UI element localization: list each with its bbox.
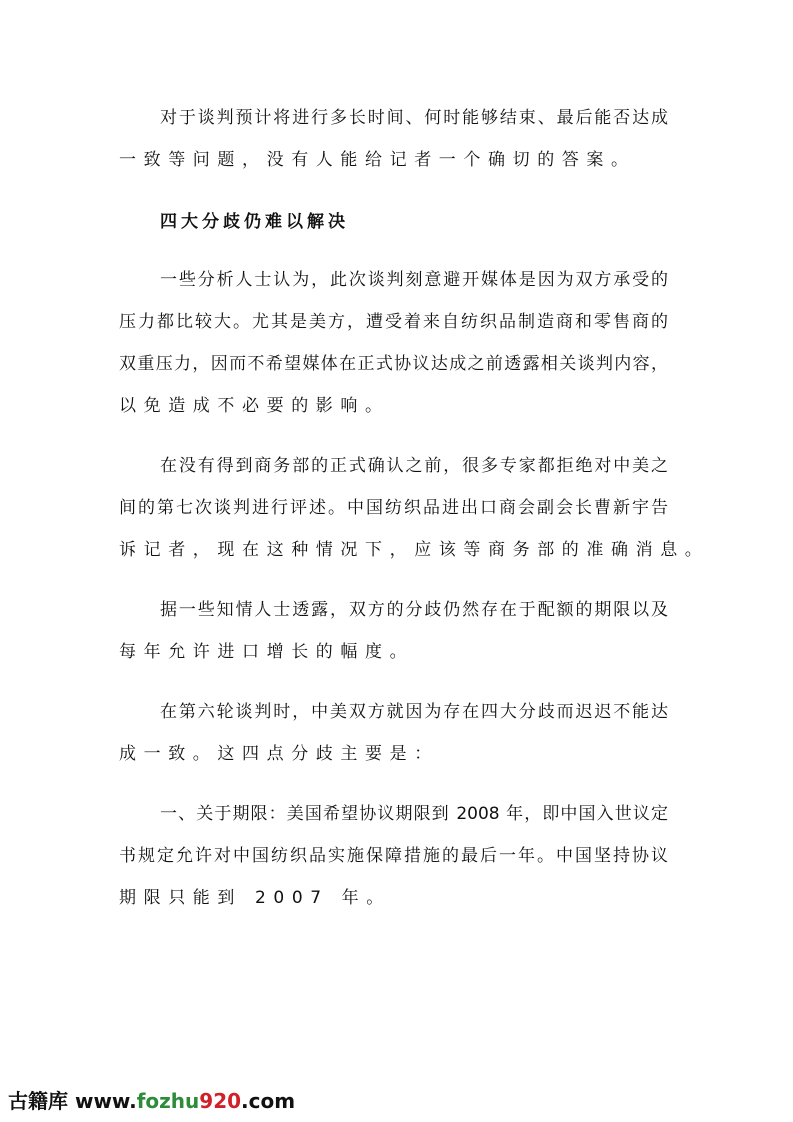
- paragraph-2-line-3: 双重压力，因而不希望媒体在正式协议达成之前透露相关谈判内容，: [119, 354, 668, 374]
- paragraph-5-line-2: 成一致。这四点分歧主要是：: [119, 744, 439, 764]
- paragraph-2-line-4: 以免造成不必要的影响。: [119, 396, 390, 416]
- footer-watermark: [8, 1088, 295, 1114]
- paragraph-3-line-3: 诉记者，现在这种情况下，应该等商务部的准确消息。: [119, 540, 710, 560]
- paragraph-4-line-2: 每年允许进口增长的幅度。: [119, 642, 415, 662]
- footer-url-green: fozhu: [136, 1089, 200, 1113]
- paragraph-2-line-1: 一些分析人士认为，此次谈判刻意避开媒体是因为双方承受的: [160, 270, 668, 290]
- paragraph-3-line-1: 在没有得到商务部的正式确认之前，很多专家都拒绝对中美之: [160, 456, 668, 476]
- paragraph-3-line-2: 间的第七次谈判进行评述。中国纺织品进出口商会副会长曹新宇告: [119, 498, 668, 518]
- paragraph-6-line-2: 书规定允许对中国纺织品实施保障措施的最后一年。中国坚持协议: [119, 846, 668, 866]
- paragraph-1-line-2: 一致等问题，没有人能给记者一个确切的答案。: [119, 150, 636, 170]
- paragraph-5-line-1: 在第六轮谈判时，中美双方就因为存在四大分歧而迟迟不能达: [160, 702, 668, 722]
- section-heading: 四大分歧仍难以解决: [160, 212, 349, 232]
- paragraph-1-line-1: 对于谈判预计将进行多长时间、何时能够结束、最后能否达成: [160, 108, 668, 128]
- paragraph-2-line-2: 压力都比较大。尤其是美方，遭受着来自纺织品制造商和零售商的: [119, 312, 668, 332]
- footer-url-prefix: www.: [74, 1089, 137, 1113]
- footer-url-suffix: .com: [241, 1089, 296, 1113]
- footer-url-red: 920: [199, 1089, 242, 1113]
- footer-brand: 古籍库: [8, 1089, 68, 1113]
- paragraph-6-line-1: 一、关于期限：美国希望协议期限到 2008 年，即中国入世议定: [160, 804, 668, 824]
- paragraph-6-line-3: 期限只能到 2007 年。: [119, 888, 391, 908]
- paragraph-4-line-1: 据一些知情人士透露，双方的分歧仍然存在于配额的期限以及: [160, 600, 668, 620]
